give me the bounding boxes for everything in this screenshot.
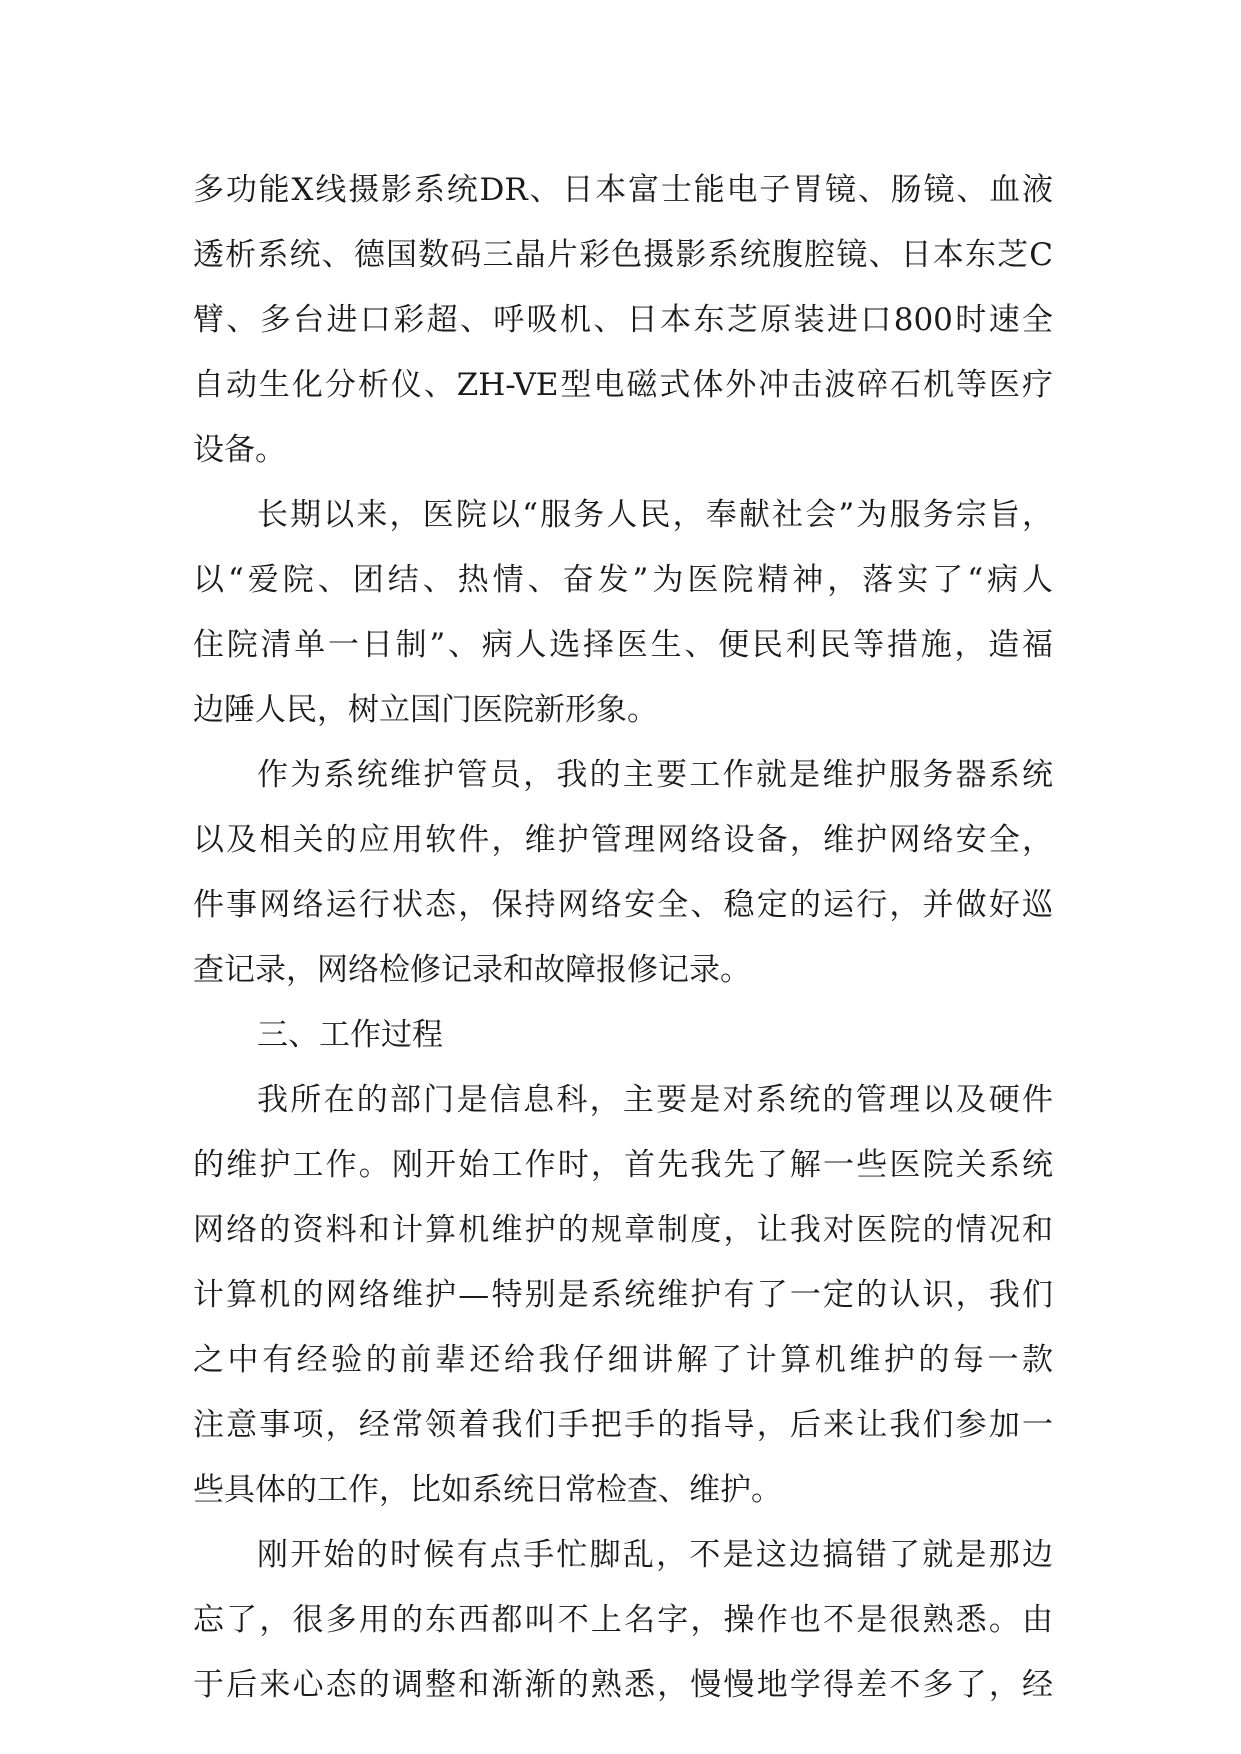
text-line: 住院清单一日制”、病人选择医生、便民利民等措施，造福 — [193, 627, 1053, 663]
text-line: 我所在的部门是信息科，主要是对系统的管理以及硬件 — [257, 1082, 1053, 1118]
text-line: 作为系统维护管员，我的主要工作就是维护服务器系统 — [257, 757, 1053, 793]
text-line: 透析系统、德国数码三晶片彩色摄影系统腹腔镜、日本东芝C — [193, 237, 1053, 273]
text-line: 刚开始的时候有点手忙脚乱，不是这边搞错了就是那边 — [257, 1537, 1053, 1573]
text-line: 查记录，网络检修记录和故障报修记录。 — [193, 952, 751, 988]
text-line: 于后来心态的调整和渐渐的熟悉，慢慢地学得差不多了，经 — [193, 1667, 1053, 1703]
text-line: 的维护工作。刚开始工作时，首先我先了解一些医院关系统 — [193, 1147, 1053, 1183]
text-line: 自动生化分析仪、ZH-VE型电磁式体外冲击波碎石机等医疗 — [193, 367, 1053, 403]
text-line: 注意事项，经常领着我们手把手的指导，后来让我们参加一 — [193, 1407, 1053, 1443]
section-heading: 三、工作过程 — [257, 1017, 443, 1053]
text-line: 网络的资料和计算机维护的规章制度，让我对医院的情况和 — [193, 1212, 1053, 1248]
text-line: 长期以来，医院以“服务人民，奉献社会”为服务宗旨， — [257, 497, 1053, 533]
text-line: 臂、多台进口彩超、呼吸机、日本东芝原装进口800时速全 — [193, 302, 1053, 338]
text-line: 些具体的工作，比如系统日常检查、维护。 — [193, 1472, 782, 1508]
text-line: 以及相关的应用软件，维护管理网络设备，维护网络安全， — [193, 822, 1053, 858]
text-line: 多功能X线摄影系统DR、日本富士能电子胃镜、肠镜、血液 — [193, 172, 1053, 208]
text-line: 设备。 — [193, 432, 286, 468]
text-line: 件事网络运行状态，保持网络安全、稳定的运行，并做好巡 — [193, 887, 1053, 923]
text-line: 以“爱院、团结、热情、奋发”为医院精神，落实了“病人 — [193, 562, 1053, 598]
text-line: 计算机的网络维护—特别是系统维护有了一定的认识，我们 — [193, 1277, 1053, 1313]
body-text — [193, 158, 1053, 1718]
text-line: 忘了，很多用的东西都叫不上名字，操作也不是很熟悉。由 — [193, 1602, 1053, 1638]
text-line: 之中有经验的前辈还给我仔细讲解了计算机维护的每一款 — [193, 1342, 1053, 1378]
text-line: 边陲人民，树立国门医院新形象。 — [193, 692, 658, 728]
